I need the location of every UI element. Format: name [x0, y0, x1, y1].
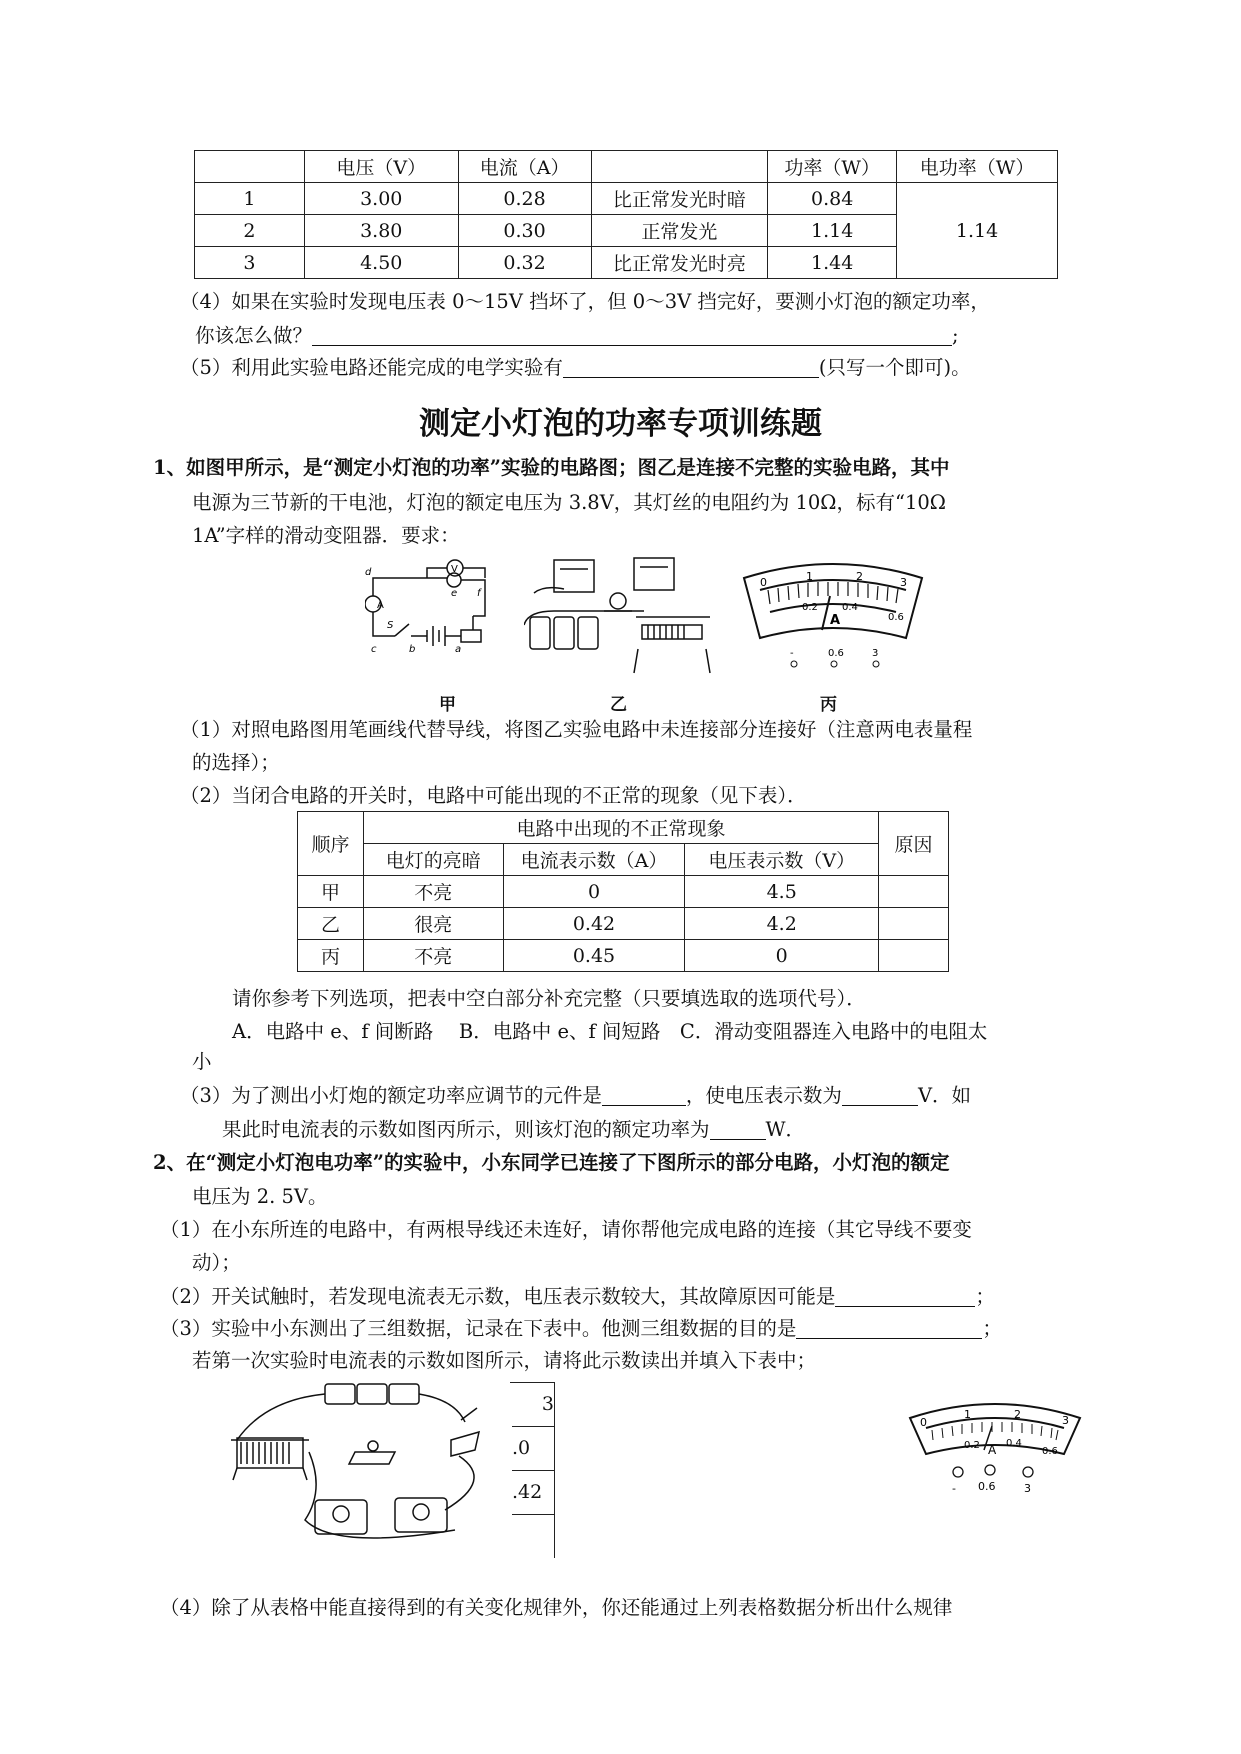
cell: 比正常发光时暗 — [591, 183, 768, 215]
circuit-diagram — [365, 556, 497, 660]
cell: 3.80 — [304, 215, 458, 247]
cell: 4.2 — [685, 908, 879, 940]
terminal-label: 3 — [872, 648, 879, 659]
answer-blank[interactable] — [563, 356, 819, 378]
cell: .0 — [512, 1426, 554, 1471]
question-text: （5）利用此实验电路还能完成的电学实验有 — [180, 356, 563, 379]
reason-cell[interactable] — [879, 940, 949, 972]
question-text: 你该怎么做？ — [195, 324, 313, 347]
figure-caption: 甲 — [439, 695, 456, 715]
scale-label: 0 — [920, 1416, 927, 1429]
small-ammeter-dial — [906, 1392, 1084, 1500]
question-text: ; — [952, 324, 959, 347]
cell: 0 — [685, 940, 879, 972]
problem-2-line-2: 电压为 2. 5V。 — [192, 1185, 328, 1208]
cell: 乙 — [298, 908, 364, 940]
table-header — [195, 151, 305, 183]
cell: 1 — [195, 183, 305, 215]
scale-label: 0 — [760, 576, 767, 589]
merged-power-cell: 1.14 — [897, 183, 1058, 279]
answer-blank[interactable] — [796, 1317, 982, 1339]
p1-question-1-line-2: 的选择）； — [192, 751, 280, 774]
svg-text:c: c — [371, 644, 377, 655]
unit-label: A — [830, 613, 841, 628]
table-header: 电路中出现的不正常现象 — [363, 812, 878, 844]
cell: .42 — [512, 1470, 554, 1515]
p2-question-4: （4）除了从表格中能直接得到的有关变化规律外，你还能通过上列表格数据分析出什么规律 — [160, 1596, 953, 1619]
options-line: A．电路中 e、f 间断路 B．电路中 e、f 间短路 C．滑动变阻器连入电路中的电阻太 — [232, 1020, 988, 1043]
cell: 正常发光 — [591, 215, 768, 247]
problem-1-line-1 — [153, 454, 950, 482]
svg-text:d: d — [365, 567, 372, 578]
table-header: 电流（A） — [458, 151, 591, 183]
figure-caption: 乙 — [610, 695, 627, 715]
p2-question-1-line-2: 动）； — [192, 1251, 241, 1274]
scale-label: 0.2 — [964, 1440, 980, 1451]
cell: 0.32 — [458, 247, 591, 279]
table-header: 原因 — [879, 812, 949, 876]
answer-blank[interactable] — [312, 324, 952, 346]
ammeter-dial — [738, 558, 928, 668]
table-header: 电压表示数（V） — [685, 844, 879, 876]
problem-1-line-3: 1A”字样的滑动变阻器．要求： — [192, 524, 460, 547]
cell: 0 — [503, 876, 685, 908]
fault-table — [297, 811, 949, 972]
cell: 3.00 — [304, 183, 458, 215]
page-title: 测定小灯泡的功率专项训练题 — [419, 406, 822, 442]
question-5 — [180, 354, 971, 382]
table-header: 电灯的亮暗 — [363, 844, 503, 876]
question-text: 果此时电流表的示数如图丙所示，则该灯泡的额定功率为 — [222, 1118, 710, 1141]
cell: 0.84 — [768, 183, 897, 215]
table-header: 功率（W） — [768, 151, 897, 183]
question-text: V．如 — [917, 1084, 972, 1107]
table-header: 顺序 — [298, 812, 364, 876]
cell: 1.44 — [768, 247, 897, 279]
svg-text:A: A — [377, 600, 384, 611]
scale-label: 2 — [1014, 1408, 1021, 1421]
question-text: ； — [982, 1317, 1002, 1340]
p1-question-1-line-1: （1）对照电路图用笔画线代替导线，将图乙实验电路中未连接部分连接好（注意两电表量程 — [180, 718, 973, 741]
answer-blank[interactable] — [602, 1084, 686, 1106]
scale-label: 0.2 — [802, 602, 818, 613]
cell: 4.50 — [304, 247, 458, 279]
cell: 4.5 — [685, 876, 879, 908]
terminal-label: - — [790, 648, 794, 659]
cell: 很亮 — [363, 908, 503, 940]
options-line-2: 小 — [192, 1050, 212, 1073]
partial-table — [512, 1382, 555, 1558]
answer-blank[interactable] — [710, 1118, 766, 1140]
question-text: （3）实验中小东测出了三组数据，记录在下表中。他测三组数据的目的是 — [160, 1317, 797, 1340]
cell — [512, 1514, 554, 1558]
svg-text:e: e — [451, 588, 458, 599]
question-text: ，使电压表示数为 — [685, 1084, 842, 1107]
cell: 3 — [512, 1382, 554, 1427]
cell: 比正常发光时亮 — [591, 247, 768, 279]
svg-text:a: a — [455, 644, 462, 655]
p1-question-3-line-1 — [180, 1082, 971, 1110]
question-4-line-1: （4）如果在实验时发现电压表 0～15V 挡坏了，但 0～3V 挡完好，要测小灯泡的额定功率， — [180, 290, 990, 313]
cell: 不亮 — [363, 876, 503, 908]
reason-cell[interactable] — [879, 908, 949, 940]
problem-1-line-2: 电源为三节新的干电池，灯泡的额定电压为 3.8V，其灯丝的电阻约为 10Ω，标有“10Ω — [192, 491, 946, 514]
scale-label: 1 — [964, 1408, 971, 1421]
options-hint: 请你参考下列选项，把表中空白部分补充完整（只要填选取的选项代号）． — [232, 987, 866, 1010]
results-table — [194, 150, 1058, 279]
cell: 0.28 — [458, 183, 591, 215]
table-header: 电压（V） — [304, 151, 458, 183]
cell: 3 — [195, 247, 305, 279]
cell: 0.42 — [503, 908, 685, 940]
terminal-label: 0.6 — [828, 648, 844, 659]
answer-blank[interactable] — [842, 1084, 918, 1106]
partial-table-top-border — [510, 1382, 554, 1383]
table-header — [591, 151, 768, 183]
scale-label: 0.6 — [888, 612, 904, 623]
cell: 0.30 — [458, 215, 591, 247]
question-text: ； — [975, 1285, 995, 1308]
p2-question-3-line-1 — [160, 1315, 1002, 1343]
terminal-label: 0.6 — [978, 1480, 996, 1493]
table-header: 电流表示数（A） — [503, 844, 685, 876]
problem-text: 2、在“测定小灯泡电功率”的实验中，小东同学已连接了下图所示的部分电路，小灯泡的额定 — [153, 1151, 950, 1174]
table-row — [298, 940, 949, 972]
scale-label: 0.4 — [842, 602, 858, 613]
terminal-label: - — [952, 1482, 956, 1495]
apparatus-sketch — [524, 555, 716, 675]
scale-label: 0.4 — [1006, 1438, 1022, 1449]
problem-2-line-1 — [153, 1149, 950, 1177]
p2-question-3-line-2: 若第一次实验时电流表的示数如图所示，请将此示数读出并填入下表中； — [192, 1349, 817, 1372]
reason-cell[interactable] — [879, 876, 949, 908]
svg-text:S: S — [387, 620, 394, 631]
answer-blank[interactable] — [835, 1285, 975, 1307]
table-row — [195, 183, 1058, 215]
scale-label: 0.6 — [1042, 1446, 1058, 1457]
table-header: 电功率（W） — [897, 151, 1058, 183]
cell: 不亮 — [363, 940, 503, 972]
question-text: （3）为了测出小灯炮的额定功率应调节的元件是 — [180, 1084, 602, 1107]
cell: 1.14 — [768, 215, 897, 247]
scale-label: 1 — [806, 570, 813, 583]
svg-text:V: V — [451, 564, 458, 575]
scale-label: 3 — [900, 576, 907, 589]
unit-label: A — [988, 1443, 997, 1457]
cell: 甲 — [298, 876, 364, 908]
scale-label: 3 — [1062, 1414, 1069, 1427]
cell: 0.45 — [503, 940, 685, 972]
problem-text: 1、如图甲所示，是“测定小灯泡的功率”实验的电路图；图乙是连接不完整的实验电路，其中 — [153, 456, 950, 479]
question-text: (只写一个即可)。 — [818, 356, 971, 379]
question-4-line-2 — [195, 322, 959, 350]
svg-text:b: b — [409, 644, 416, 655]
p2-question-1-line-1: （1）在小东所连的电路中，有两根导线还未连好，请你帮他完成电路的连接（其它导线不要变 — [160, 1218, 972, 1241]
table-row — [298, 908, 949, 940]
svg-text:f: f — [477, 588, 481, 599]
cell: 丙 — [298, 940, 364, 972]
figure-caption: 丙 — [820, 695, 837, 715]
table-row — [298, 876, 949, 908]
p1-question-2: （2）当闭合电路的开关时，电路中可能出现的不正常的现象（见下表）． — [180, 784, 807, 807]
question-text: W． — [765, 1118, 806, 1141]
cell: 2 — [195, 215, 305, 247]
p1-question-3-line-2 — [222, 1116, 805, 1144]
circuit-apparatus-sketch — [225, 1380, 510, 1550]
question-text: （2）开关试触时，若发现电流表无示数，电压表示数较大，其故障原因可能是 — [160, 1285, 836, 1308]
scale-label: 2 — [856, 570, 863, 583]
terminal-label: 3 — [1024, 1482, 1031, 1495]
p2-question-2 — [160, 1283, 995, 1311]
